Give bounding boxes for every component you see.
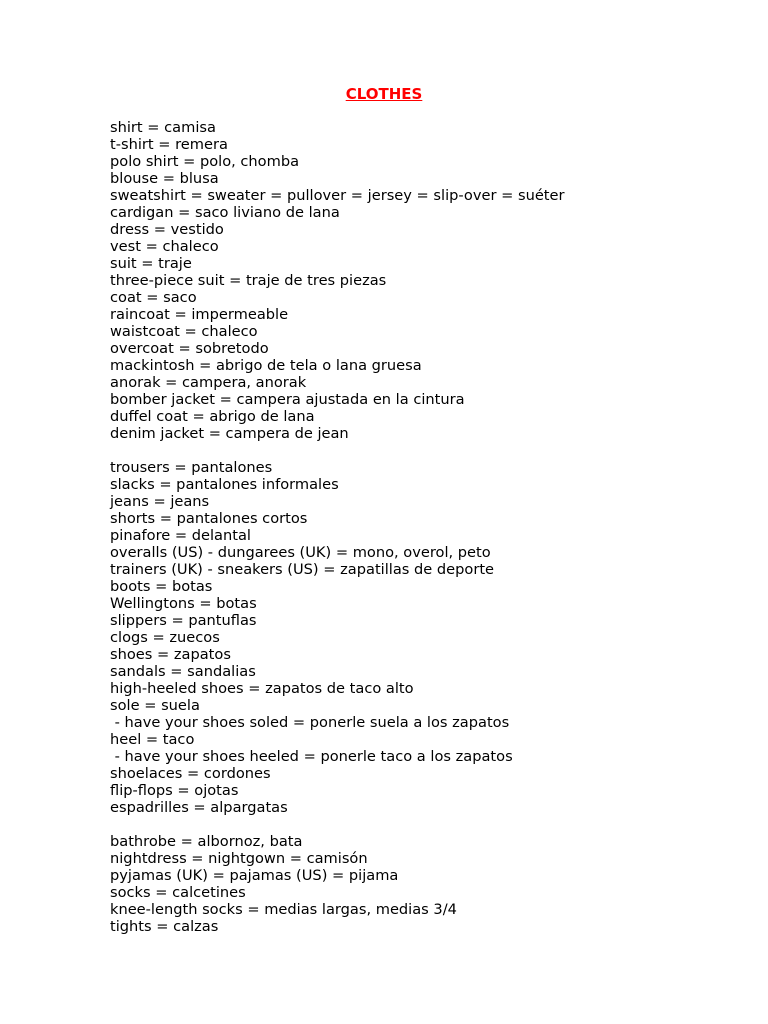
vocabulary-entry: - have your shoes heeled = ponerle taco a los zapatos	[110, 748, 513, 765]
vocabulary-entry: trousers = pantalones	[110, 459, 273, 476]
vocabulary-entry: slacks = pantalones informales	[110, 476, 339, 493]
vocabulary-entry: mackintosh = abrigo de tela o lana gruesa	[110, 357, 422, 374]
vocabulary-entry: - have your shoes soled = ponerle suela a los zapatos	[110, 714, 510, 731]
vocabulary-entry: cardigan = saco liviano de lana	[110, 204, 340, 221]
vocabulary-entry: raincoat = impermeable	[110, 306, 289, 323]
vocabulary-list	[110, 119, 750, 952]
vocabulary-entry: t-shirt = remera	[110, 136, 228, 153]
vocabulary-entry: shoelaces = cordones	[110, 765, 271, 782]
vocabulary-entry: sweatshirt = sweater = pullover = jersey = slip-over = suéter	[110, 187, 565, 204]
vocabulary-entry: three-piece suit = traje de tres piezas	[110, 272, 387, 289]
vocabulary-entry: slippers = pantuflas	[110, 612, 257, 629]
vocabulary-entry: Wellingtons = botas	[110, 595, 257, 612]
vocabulary-entry: jeans = jeans	[110, 493, 210, 510]
vocabulary-entry: suit = traje	[110, 255, 192, 272]
vocabulary-entry: overcoat = sobretodo	[110, 340, 269, 357]
vocabulary-entry: espadrilles = alpargatas	[110, 799, 288, 816]
vocabulary-entry: blouse = blusa	[110, 170, 219, 187]
vocabulary-section	[110, 459, 750, 816]
vocabulary-entry: duffel coat = abrigo de lana	[110, 408, 315, 425]
vocabulary-entry: denim jacket = campera de jean	[110, 425, 349, 442]
vocabulary-entry: dress = vestido	[110, 221, 224, 238]
vocabulary-section	[110, 119, 750, 442]
vocabulary-entry: tights = calzas	[110, 918, 219, 935]
vocabulary-entry: pyjamas (UK) = pajamas (US) = pijama	[110, 867, 399, 884]
vocabulary-section	[110, 833, 750, 935]
vocabulary-entry: heel = taco	[110, 731, 195, 748]
vocabulary-entry: pinafore = delantal	[110, 527, 251, 544]
vocabulary-entry: vest = chaleco	[110, 238, 219, 255]
vocabulary-entry: trainers (UK) - sneakers (US) = zapatillas de deporte	[110, 561, 495, 578]
vocabulary-entry: boots = botas	[110, 578, 213, 595]
vocabulary-entry: bathrobe = albornoz, bata	[110, 833, 303, 850]
vocabulary-entry: shorts = pantalones cortos	[110, 510, 308, 527]
vocabulary-entry: knee-length socks = medias largas, medias 3/4	[110, 901, 457, 918]
vocabulary-entry: overalls (US) - dungarees (UK) = mono, overol, peto	[110, 544, 491, 561]
vocabulary-entry: socks = calcetines	[110, 884, 246, 901]
vocabulary-entry: polo shirt = polo, chomba	[110, 153, 300, 170]
vocabulary-entry: sole = suela	[110, 697, 200, 714]
vocabulary-entry: anorak = campera, anorak	[110, 374, 307, 391]
vocabulary-entry: nightdress = nightgown = camisón	[110, 850, 368, 867]
vocabulary-entry: sandals = sandalias	[110, 663, 256, 680]
vocabulary-entry: high-heeled shoes = zapatos de taco alto	[110, 680, 414, 697]
document-title: CLOTHES	[345, 85, 423, 103]
vocabulary-entry: shoes = zapatos	[110, 646, 231, 663]
vocabulary-entry: bomber jacket = campera ajustada en la cintura	[110, 391, 465, 408]
vocabulary-entry: flip-flops = ojotas	[110, 782, 239, 799]
vocabulary-entry: waistcoat = chaleco	[110, 323, 258, 340]
vocabulary-entry: coat = saco	[110, 289, 197, 306]
vocabulary-entry: shirt = camisa	[110, 119, 216, 136]
vocabulary-entry: clogs = zuecos	[110, 629, 220, 646]
